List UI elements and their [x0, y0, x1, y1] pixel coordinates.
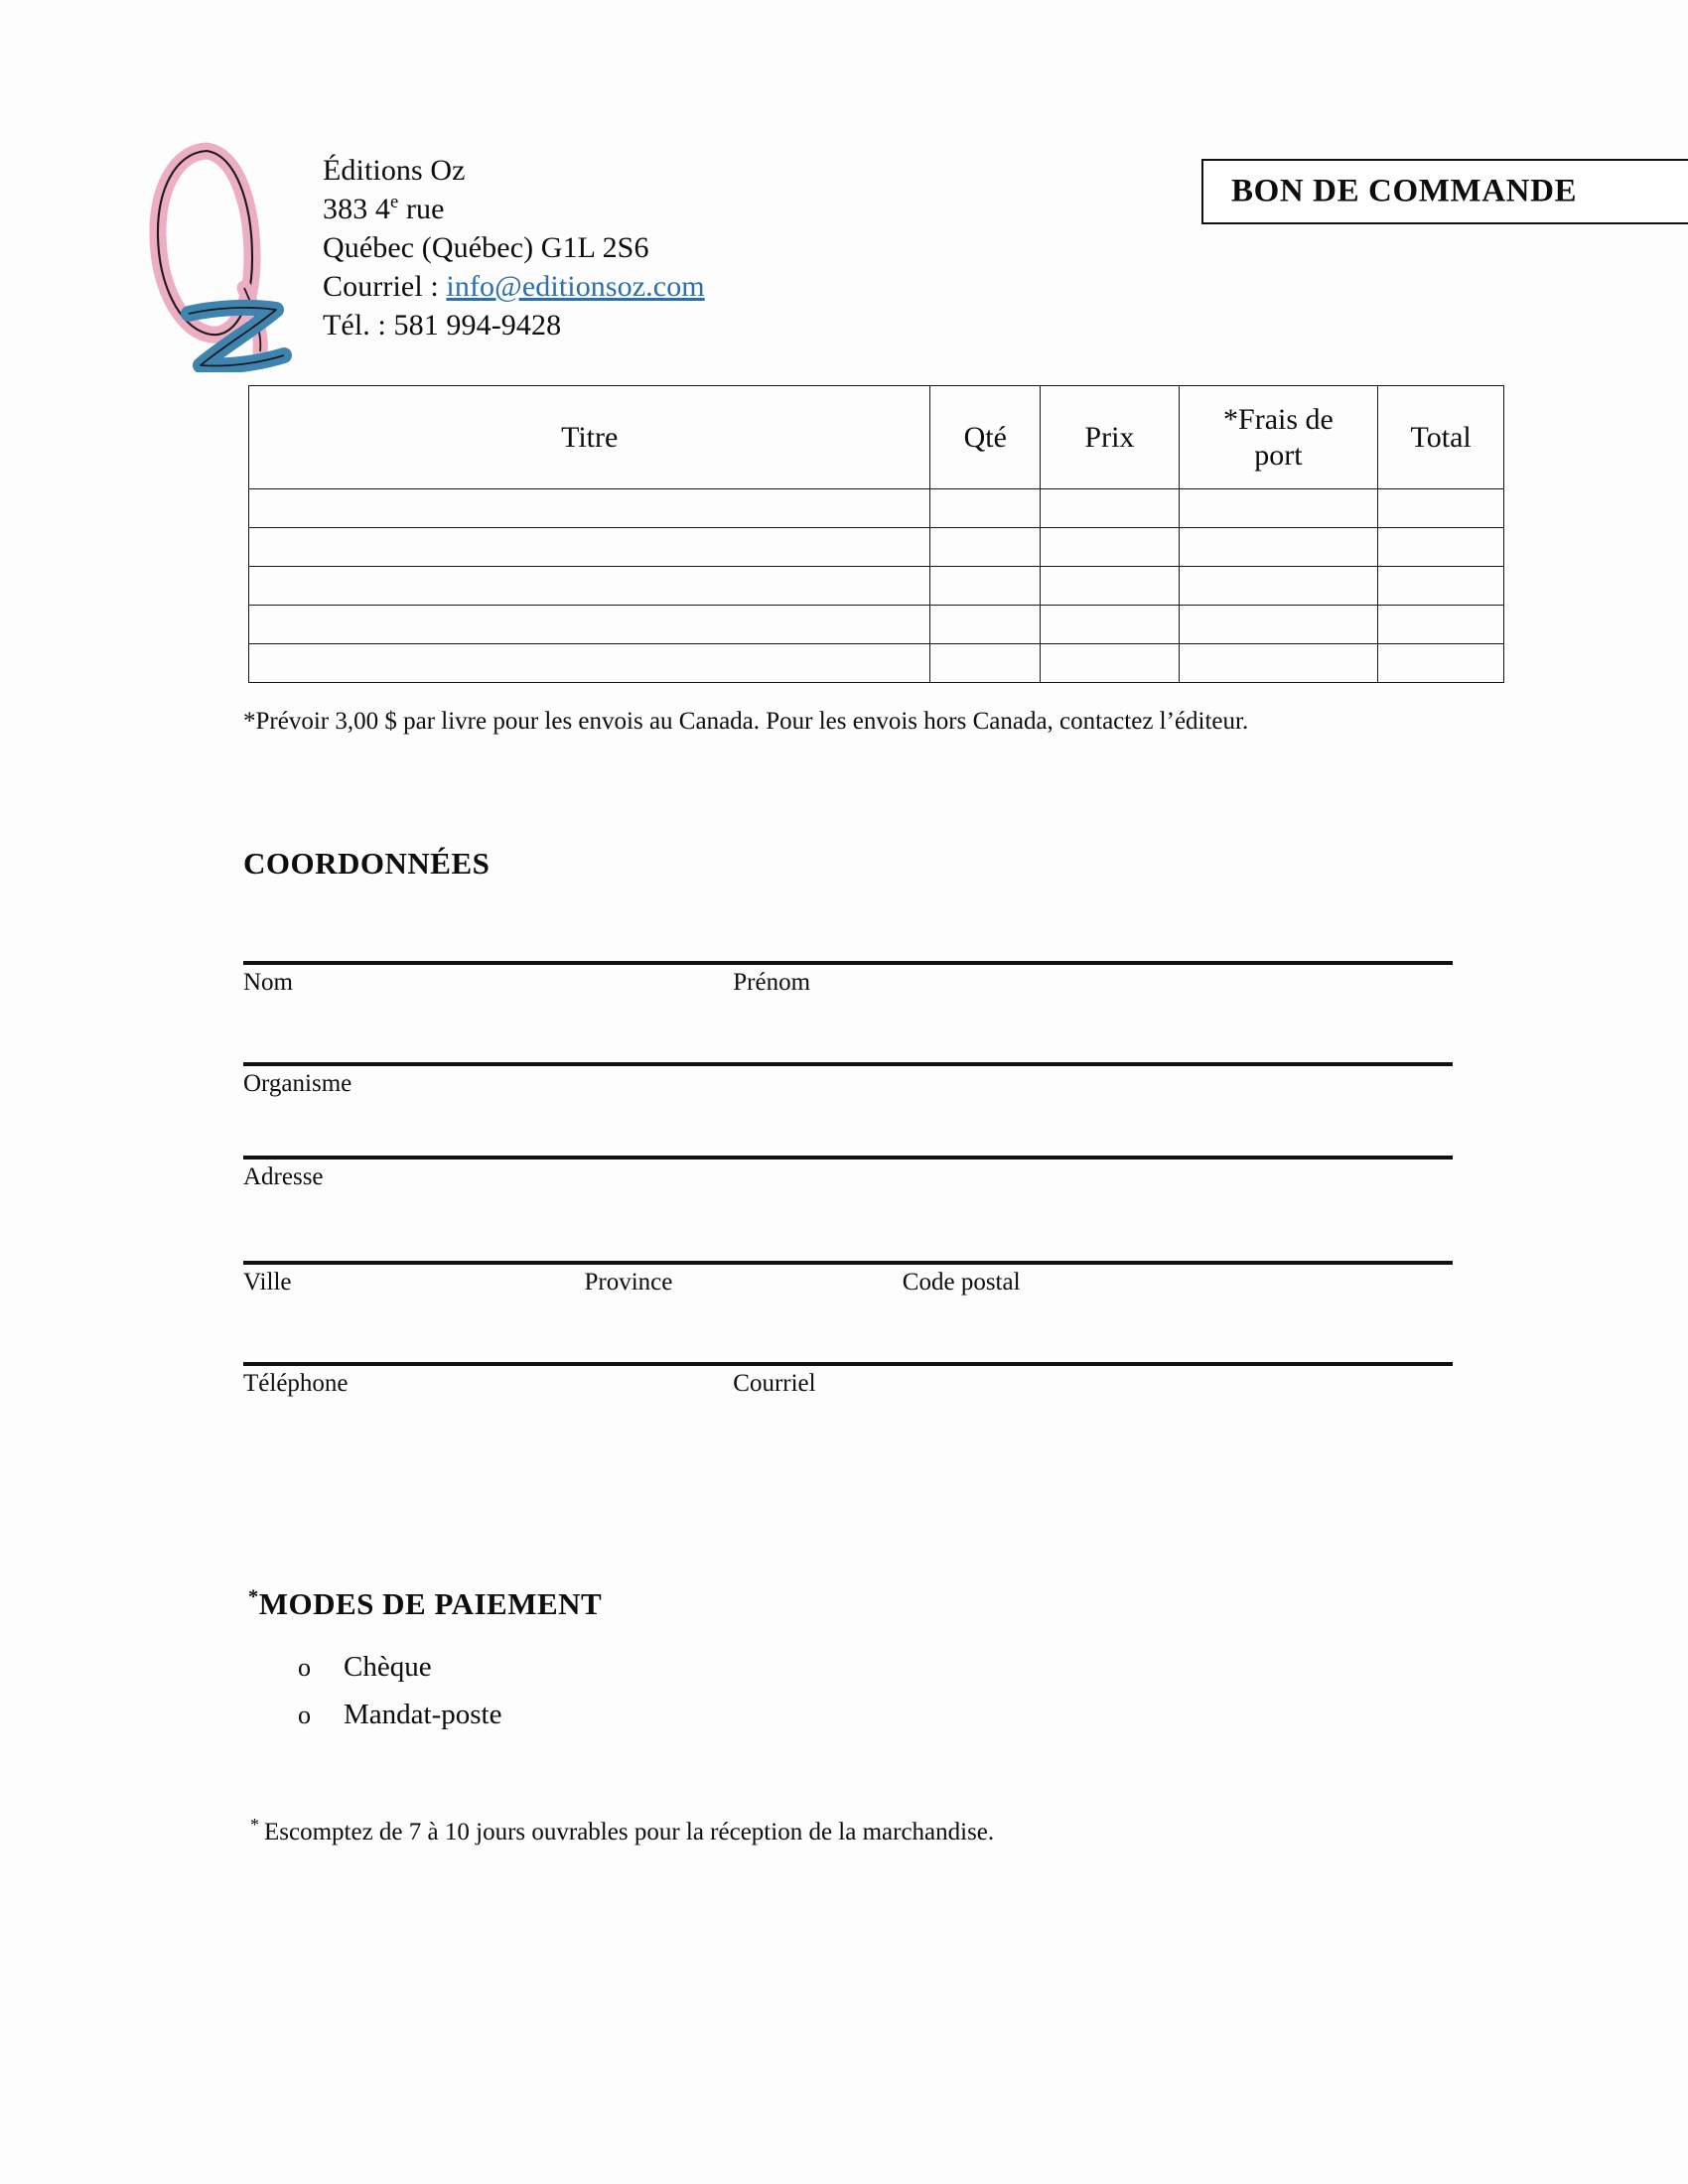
- email-label: Courriel :: [323, 270, 447, 303]
- cell-qte[interactable]: [930, 644, 1041, 683]
- cell-prix[interactable]: [1041, 528, 1179, 567]
- table-row[interactable]: [249, 644, 1504, 683]
- company-phone: Tél. : 581 994-9428: [323, 309, 562, 341]
- order-title: BON DE COMMANDE: [1231, 173, 1578, 209]
- cell-prix[interactable]: [1041, 644, 1179, 683]
- frais-line-1: *Frais de: [1223, 403, 1334, 437]
- column-header-titre: Titre: [249, 386, 930, 489]
- field-label-row: [243, 1366, 1453, 1408]
- cell-qte[interactable]: [930, 567, 1041, 606]
- field-label-row: [243, 1160, 1453, 1201]
- cell-total[interactable]: [1378, 606, 1504, 644]
- field-group-telephone: [243, 1362, 1453, 1408]
- field-label-organisme: Organisme: [243, 1070, 352, 1097]
- field-group-organisme: [243, 1062, 1453, 1108]
- company-city: Québec (Québec) G1L 2S6: [323, 231, 649, 264]
- cell-total[interactable]: [1378, 644, 1504, 683]
- coordonnees-heading: COORDONNÉES: [243, 846, 491, 881]
- street-suffix: rue: [398, 193, 445, 225]
- field-group-ville: [243, 1261, 1453, 1306]
- table-row[interactable]: [249, 567, 1504, 606]
- payment-option-label: Chèque: [344, 1651, 432, 1683]
- cell-qte[interactable]: [930, 489, 1041, 528]
- column-header-qte: Qté: [930, 386, 1041, 489]
- column-header-frais-de-port: [1179, 386, 1378, 489]
- order-items-table: [248, 385, 1504, 683]
- cell-frais[interactable]: [1179, 567, 1378, 606]
- cell-titre[interactable]: [249, 606, 930, 644]
- company-address-block: [323, 151, 705, 344]
- paiement-heading-text: MODES DE PAIEMENT: [258, 1586, 603, 1621]
- cell-titre[interactable]: [249, 567, 930, 606]
- cell-frais[interactable]: [1179, 528, 1378, 567]
- order-table-header: [249, 386, 1504, 489]
- circle-bullet-icon: o: [298, 1653, 311, 1682]
- field-label-row: [243, 1066, 1453, 1108]
- street-ordinal: e: [390, 192, 399, 212]
- field-group-adresse: [243, 1156, 1453, 1201]
- payment-options-list: [298, 1646, 501, 1741]
- cell-total[interactable]: [1378, 567, 1504, 606]
- field-label-adresse: Adresse: [243, 1163, 324, 1190]
- cell-qte[interactable]: [930, 606, 1041, 644]
- cell-titre[interactable]: [249, 528, 930, 567]
- cell-frais[interactable]: [1179, 606, 1378, 644]
- company-email-line: [323, 267, 705, 306]
- cell-frais[interactable]: [1179, 489, 1378, 528]
- company-name: Éditions Oz: [323, 154, 466, 187]
- street-number: 383 4: [323, 193, 390, 225]
- circle-bullet-icon: o: [298, 1701, 311, 1730]
- order-title-box: [1201, 159, 1688, 224]
- table-row[interactable]: [249, 489, 1504, 528]
- oz-logo: [149, 139, 298, 372]
- field-label-province: Province: [584, 1269, 673, 1296]
- table-row[interactable]: [249, 606, 1504, 644]
- company-street: [323, 190, 705, 228]
- cell-titre[interactable]: [249, 489, 930, 528]
- field-label-code-postal: Code postal: [902, 1269, 1021, 1296]
- table-row[interactable]: [249, 528, 1504, 567]
- table-header-row: [249, 386, 1504, 489]
- cell-total[interactable]: [1378, 528, 1504, 567]
- cell-qte[interactable]: [930, 528, 1041, 567]
- field-label-ville: Ville: [243, 1269, 292, 1296]
- field-label-row: [243, 965, 1453, 1007]
- cell-titre[interactable]: [249, 644, 930, 683]
- document-header: [149, 139, 1578, 377]
- footnote-star: *: [250, 1814, 259, 1835]
- field-label-row: [243, 1265, 1453, 1306]
- email-link[interactable]: info@editionsoz.com: [446, 270, 705, 303]
- field-label-courriel: Courriel: [733, 1370, 816, 1397]
- order-table-body: [249, 489, 1504, 683]
- payment-option-mandat-poste[interactable]: [298, 1694, 501, 1735]
- field-label-telephone: Téléphone: [243, 1370, 349, 1397]
- cell-prix[interactable]: [1041, 567, 1179, 606]
- field-label-nom: Nom: [243, 969, 293, 996]
- cell-total[interactable]: [1378, 489, 1504, 528]
- paiement-heading-star: *: [248, 1585, 259, 1608]
- cell-prix[interactable]: [1041, 606, 1179, 644]
- frais-line-2: port: [1254, 438, 1303, 472]
- shipping-note: *Prévoir 3,00 $ par livre pour les envois au Canada. Pour les envois hors Canada, contactez l’éditeur.: [243, 708, 1249, 735]
- paiement-heading: [248, 1586, 602, 1622]
- column-header-total: Total: [1378, 386, 1504, 489]
- field-group-nom: [243, 961, 1453, 1007]
- column-header-prix: Prix: [1041, 386, 1179, 489]
- delivery-footnote: [250, 1814, 995, 1846]
- payment-option-label: Mandat-poste: [344, 1699, 502, 1731]
- cell-frais[interactable]: [1179, 644, 1378, 683]
- footnote-text: Escomptez de 7 à 10 jours ouvrables pour la réception de la marchandise.: [264, 1819, 995, 1845]
- cell-prix[interactable]: [1041, 489, 1179, 528]
- payment-option-cheque[interactable]: [298, 1646, 501, 1688]
- field-label-prenom: Prénom: [733, 969, 811, 996]
